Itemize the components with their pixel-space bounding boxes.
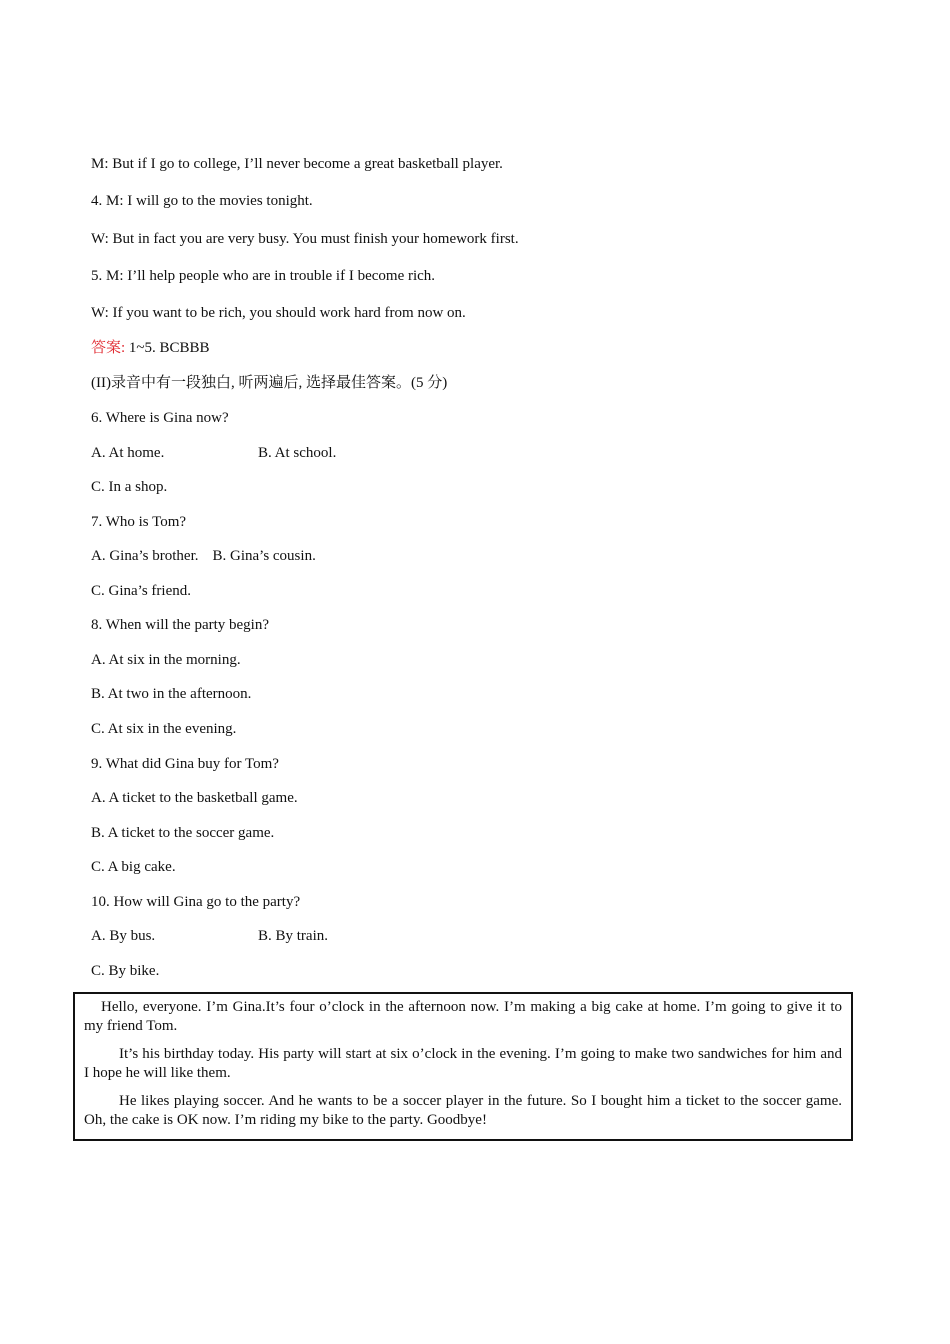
- transcript-paragraph: It’s his birthday today. His party will start at six o’clock in the evening. I’m going to make two sandwiches for him and I hope he will like them.: [84, 1046, 842, 1081]
- transcript-paragraph: He likes playing soccer. And he wants to be a soccer player in the future. So I bought him a ticket to the soccer game. Oh, the cake is OK now. I’m riding my bike to the party. Goodbye!: [84, 1093, 842, 1128]
- question-text: 10. How will Gina go to the party?: [91, 894, 301, 910]
- option-b: B. At school.: [258, 445, 337, 461]
- option-a: A. At home.: [91, 445, 165, 461]
- question-text: 9. What did Gina buy for Tom?: [91, 756, 279, 772]
- option-c: C. At six in the evening.: [91, 721, 237, 737]
- question-text: 7. Who is Tom?: [91, 514, 187, 530]
- option-row: [91, 547, 316, 565]
- answer-value: 1~5. BCBBB: [125, 340, 210, 356]
- question-text: 8. When will the party begin?: [91, 617, 270, 633]
- option-b: B. By train.: [258, 928, 328, 944]
- section-heading: (II)录音中有一段独白, 听两遍后, 选择最佳答案。(5 分): [91, 375, 448, 391]
- option-a: A. By bus.: [91, 928, 156, 944]
- question-text: 6. Where is Gina now?: [91, 410, 229, 426]
- option-a: A. A ticket to the basketball game.: [91, 790, 298, 806]
- option-b: B. Gina’s cousin.: [212, 548, 316, 564]
- answer-line: [91, 339, 210, 357]
- dialogue-line: M: But if I go to college, I’ll never become a great basketball player.: [91, 156, 503, 172]
- option-c: C. A big cake.: [91, 859, 176, 875]
- dialogue-line: W: If you want to be rich, you should work hard from now on.: [91, 305, 466, 321]
- option-b: B. At two in the afternoon.: [91, 686, 252, 702]
- option-c: C. In a shop.: [91, 479, 168, 495]
- option-row: [91, 444, 337, 462]
- option-c: C. Gina’s friend.: [91, 583, 191, 599]
- transcript-box: [73, 992, 853, 1141]
- option-a: A. At six in the morning.: [91, 652, 241, 668]
- dialogue-line: W: But in fact you are very busy. You must finish your homework first.: [91, 231, 519, 247]
- transcript-paragraph: Hello, everyone. I’m Gina.It’s four o’clock in the afternoon now. I’m making a big cake at home. I’m going to give it to my friend Tom.: [84, 999, 842, 1034]
- option-a: A. Gina’s brother.: [91, 548, 199, 564]
- option-row: [91, 927, 328, 945]
- dialogue-line: 4. M: I will go to the movies tonight.: [91, 193, 313, 209]
- answer-label: 答案:: [91, 340, 126, 356]
- option-b: B. A ticket to the soccer game.: [91, 825, 275, 841]
- option-c: C. By bike.: [91, 963, 160, 979]
- dialogue-line: 5. M: I’ll help people who are in trouble if I become rich.: [91, 268, 436, 284]
